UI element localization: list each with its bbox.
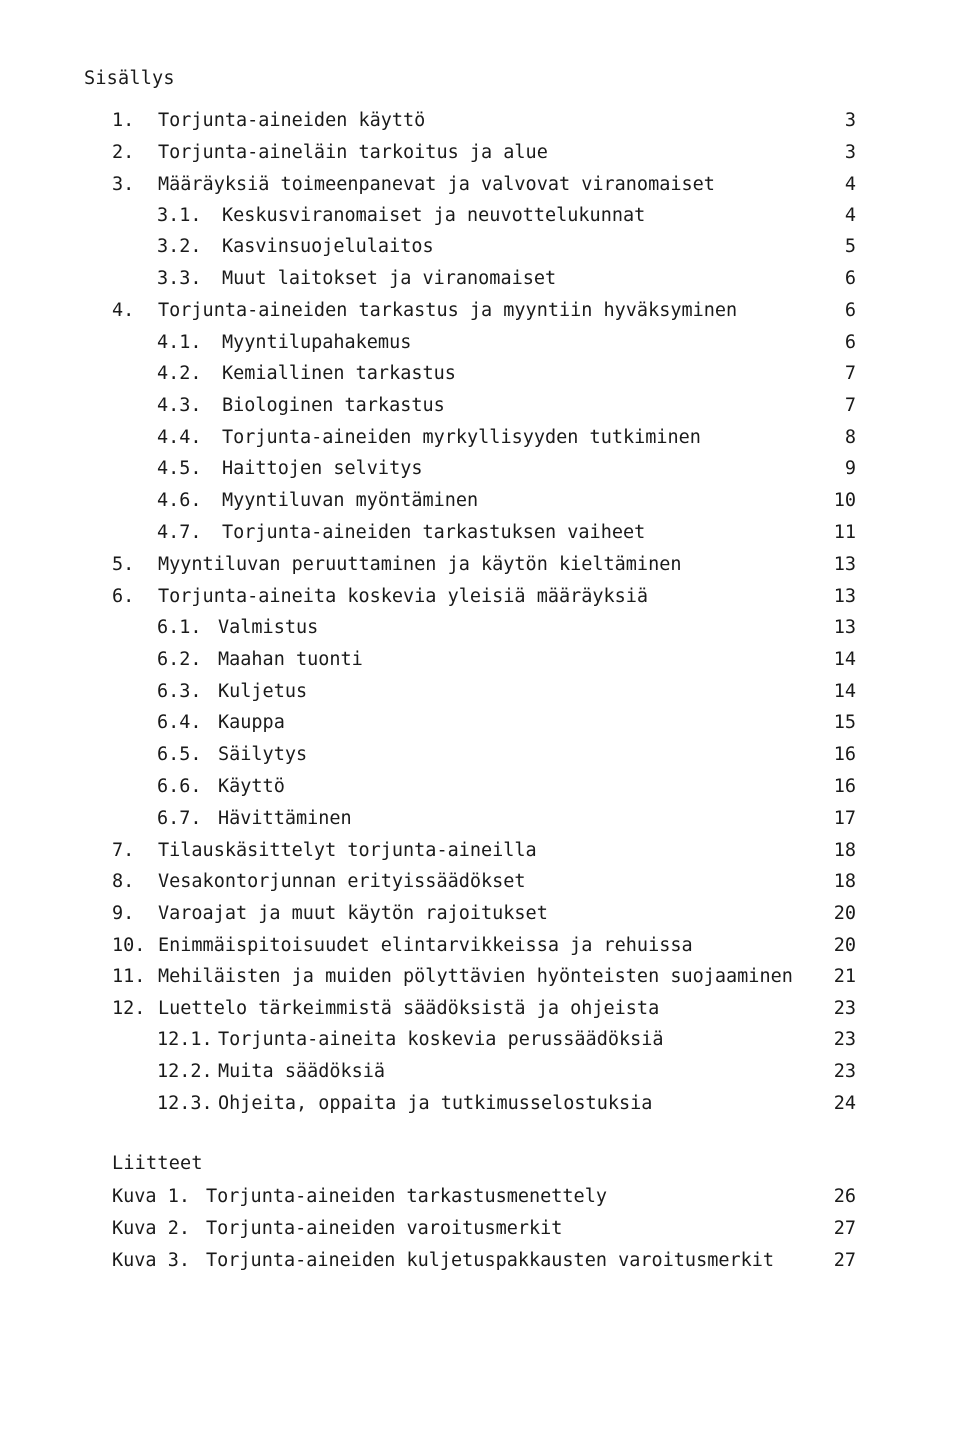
toc-page-number: 10 <box>833 490 856 511</box>
toc-title: Myyntilupahakemus <box>222 332 412 353</box>
toc-title: Muita säädöksiä <box>218 1061 386 1082</box>
toc-page-number: 4 <box>844 205 856 226</box>
toc-title: Kasvinsuojelulaitos <box>222 236 434 257</box>
toc-number: 3.2. <box>157 236 202 257</box>
toc-page-number: 13 <box>833 586 856 607</box>
toc-title: Luettelo tärkeimmistä säädöksistä ja ohjeista <box>158 998 660 1019</box>
toc-entry <box>0 236 960 266</box>
toc-page-number: 23 <box>833 1061 856 1082</box>
toc-number: 8. <box>112 871 135 892</box>
toc-title: Käyttö <box>218 776 285 797</box>
toc-entry <box>0 395 960 425</box>
toc-title: Torjunta-aineita koskevia perussäädöksiä <box>218 1029 664 1050</box>
appendix-label: Kuva 3. <box>112 1250 190 1271</box>
toc-number: 4.5. <box>157 458 202 479</box>
appendix-page-number: 26 <box>833 1186 856 1207</box>
toc-entry <box>0 903 960 933</box>
toc-number: 5. <box>112 554 135 575</box>
toc-page-number: 13 <box>833 617 856 638</box>
toc-number: 11. <box>112 966 146 987</box>
toc-page-number: 18 <box>833 840 856 861</box>
toc-number: 6. <box>112 586 135 607</box>
toc-title: Valmistus <box>218 617 319 638</box>
toc-number: 6.3. <box>157 681 202 702</box>
toc-title: Kauppa <box>218 712 285 733</box>
toc-page-number: 8 <box>844 427 856 448</box>
toc-number: 6.7. <box>157 808 202 829</box>
toc-entry <box>0 427 960 457</box>
toc-number: 10. <box>112 935 146 956</box>
toc-entry <box>0 1061 960 1091</box>
toc-title: Määräyksiä toimeenpanevat ja valvovat viranomaiset <box>158 174 715 195</box>
toc-entry <box>0 363 960 393</box>
toc-entry <box>0 205 960 235</box>
toc-page-number: 6 <box>844 300 856 321</box>
toc-number: 4.4. <box>157 427 202 448</box>
toc-title: Torjunta-aineiden tarkastuksen vaiheet <box>222 522 646 543</box>
appendix-label: Kuva 1. <box>112 1186 190 1207</box>
toc-entry <box>0 966 960 996</box>
toc-title: Haittojen selvitys <box>222 458 423 479</box>
contents-heading: Sisällys <box>84 68 175 89</box>
toc-entry <box>0 490 960 520</box>
toc-number: 4.1. <box>157 332 202 353</box>
toc-title: Säilytys <box>218 744 308 765</box>
toc-page-number: 20 <box>833 903 856 924</box>
appendix-title: Torjunta-aineiden varoitusmerkit <box>206 1218 563 1239</box>
toc-title: Torjunta-aineläin tarkoitus ja alue <box>158 142 548 163</box>
toc-page-number: 7 <box>844 395 856 416</box>
toc-title: Tilauskäsittelyt torjunta-aineilla <box>158 840 537 861</box>
toc-number: 6.4. <box>157 712 202 733</box>
toc-entry <box>0 649 960 679</box>
toc-page-number: 14 <box>833 681 856 702</box>
toc-title: Kemiallinen tarkastus <box>222 363 456 384</box>
toc-title: Myyntiluvan myöntäminen <box>222 490 479 511</box>
toc-entry <box>0 871 960 901</box>
toc-title: Torjunta-aineiden myrkyllisyyden tutkiminen <box>222 427 701 448</box>
appendix-heading: Liitteet <box>112 1153 203 1174</box>
toc-number: 9. <box>112 903 135 924</box>
toc-entry <box>0 332 960 362</box>
toc-entry <box>0 586 960 616</box>
toc-title: Torjunta-aineiden käyttö <box>158 110 426 131</box>
toc-page-number: 17 <box>833 808 856 829</box>
appendix-title: Torjunta-aineiden kuljetuspakkausten varoitusmerkit <box>206 1250 775 1271</box>
toc-page-number: 11 <box>833 522 856 543</box>
toc-entry <box>0 776 960 806</box>
appendix-label: Kuva 2. <box>112 1218 190 1239</box>
toc-number: 4.7. <box>157 522 202 543</box>
toc-number: 2. <box>112 142 135 163</box>
toc-title: Torjunta-aineita koskevia yleisiä määräyksiä <box>158 586 649 607</box>
toc-title: Torjunta-aineiden tarkastus ja myyntiin hyväksyminen <box>158 300 738 321</box>
toc-number: 4.6. <box>157 490 202 511</box>
toc-entry <box>0 300 960 330</box>
toc-page-number: 3 <box>844 110 856 131</box>
toc-page-number: 16 <box>833 776 856 797</box>
toc-entry <box>0 808 960 838</box>
toc-page-number: 16 <box>833 744 856 765</box>
toc-entry <box>0 1029 960 1059</box>
toc-page-number: 7 <box>844 363 856 384</box>
appendix-page-number: 27 <box>833 1250 856 1271</box>
toc-page-number: 3 <box>844 142 856 163</box>
toc-entry <box>0 681 960 711</box>
toc-entry <box>0 1093 960 1123</box>
toc-number: 6.5. <box>157 744 202 765</box>
toc-number: 3.1. <box>157 205 202 226</box>
toc-title: Myyntiluvan peruuttaminen ja käytön kieltäminen <box>158 554 682 575</box>
toc-number: 7. <box>112 840 135 861</box>
toc-number: 1. <box>112 110 135 131</box>
toc-title: Keskusviranomaiset ja neuvottelukunnat <box>222 205 646 226</box>
toc-number: 3. <box>112 174 135 195</box>
toc-title: Vesakontorjunnan erityissäädökset <box>158 871 526 892</box>
toc-number: 12.2. <box>157 1061 213 1082</box>
toc-page-number: 4 <box>844 174 856 195</box>
appendix-entry <box>0 1186 960 1216</box>
toc-number: 6.1. <box>157 617 202 638</box>
toc-title: Maahan tuonti <box>218 649 363 670</box>
toc-page-number: 23 <box>833 998 856 1019</box>
toc-entry <box>0 110 960 140</box>
toc-page-number: 13 <box>833 554 856 575</box>
toc-page-number: 15 <box>833 712 856 733</box>
toc-page-number: 9 <box>844 458 856 479</box>
toc-entry <box>0 617 960 647</box>
toc-number: 3.3. <box>157 268 202 289</box>
toc-page-number: 23 <box>833 1029 856 1050</box>
toc-number: 12. <box>112 998 146 1019</box>
toc-title: Mehiläisten ja muiden pölyttävien hyönteisten suojaaminen <box>158 966 793 987</box>
toc-entry <box>0 840 960 870</box>
toc-page-number: 21 <box>833 966 856 987</box>
toc-title: Muut laitokset ja viranomaiset <box>222 268 557 289</box>
toc-entry <box>0 268 960 298</box>
appendix-page-number: 27 <box>833 1218 856 1239</box>
toc-page-number: 5 <box>844 236 856 257</box>
toc-number: 12.1. <box>157 1029 213 1050</box>
toc-entry <box>0 998 960 1028</box>
toc-title: Enimmäispitoisuudet elintarvikkeissa ja rehuissa <box>158 935 693 956</box>
toc-page-number: 6 <box>844 268 856 289</box>
toc-number: 6.2. <box>157 649 202 670</box>
toc-entry <box>0 174 960 204</box>
toc-page-number: 20 <box>833 935 856 956</box>
toc-entry <box>0 935 960 965</box>
toc-page-number: 24 <box>833 1093 856 1114</box>
appendix-entry <box>0 1218 960 1248</box>
toc-title: Ohjeita, oppaita ja tutkimusselostuksia <box>218 1093 653 1114</box>
toc-title: Kuljetus <box>218 681 308 702</box>
toc-title: Hävittäminen <box>218 808 352 829</box>
toc-page-number: 18 <box>833 871 856 892</box>
appendix-entry <box>0 1250 960 1280</box>
toc-entry <box>0 554 960 584</box>
toc-number: 4. <box>112 300 135 321</box>
toc-number: 4.2. <box>157 363 202 384</box>
toc-entry <box>0 744 960 774</box>
toc-page-number: 14 <box>833 649 856 670</box>
toc-number: 6.6. <box>157 776 202 797</box>
toc-number: 12.3. <box>157 1093 213 1114</box>
toc-entry <box>0 712 960 742</box>
toc-entry <box>0 522 960 552</box>
toc-page-number: 6 <box>844 332 856 353</box>
toc-title: Varoajat ja muut käytön rajoitukset <box>158 903 548 924</box>
toc-title: Biologinen tarkastus <box>222 395 445 416</box>
toc-entry <box>0 142 960 172</box>
toc-number: 4.3. <box>157 395 202 416</box>
toc-entry <box>0 458 960 488</box>
appendix-title: Torjunta-aineiden tarkastusmenettely <box>206 1186 607 1207</box>
